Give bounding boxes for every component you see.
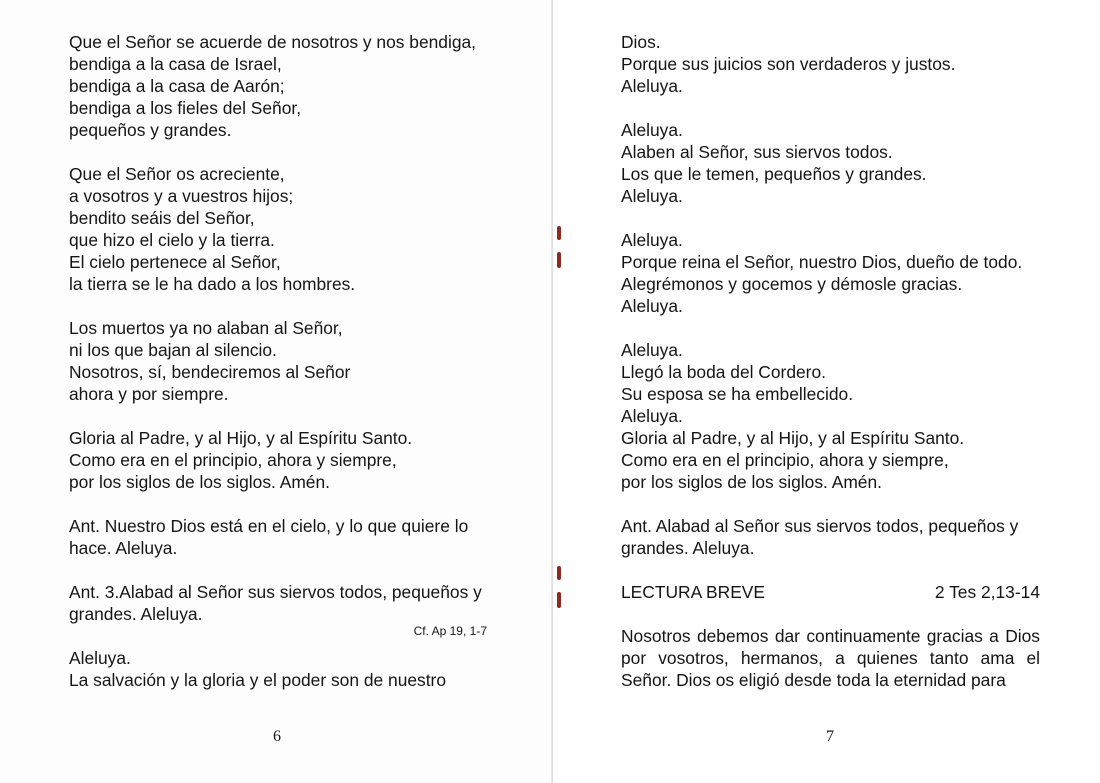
verse-line: Alaben al Señor, sus siervos todos.: [621, 142, 893, 162]
reading-heading: [621, 581, 1040, 603]
stanza: [621, 339, 1040, 493]
verse-line: Aleluya.: [621, 296, 683, 316]
reading-title: LECTURA BREVE: [621, 582, 765, 602]
left-page-text: [69, 31, 489, 691]
verse-line: Su esposa se ha embellecido.: [621, 384, 854, 404]
verse-line: La salvación y la gloria y el poder son de nuestro: [69, 670, 447, 690]
antiphon: [69, 581, 489, 625]
verse-line: Alegrémonos y gocemos y démosle gracias.: [621, 274, 963, 294]
verse-line: bendiga a la casa de Aarón;: [69, 76, 285, 96]
right-page-text: [621, 31, 1040, 691]
verse-line: Nosotros, sí, bendeciremos al Señor: [69, 362, 351, 382]
verse-line: Aleluya.: [69, 648, 131, 668]
verse-line: Dios.: [621, 32, 661, 52]
verse-line: pequeños y grandes.: [69, 120, 232, 140]
stanza: [69, 163, 489, 295]
verse-line: que hizo el cielo y la tierra.: [69, 230, 275, 250]
verse-line: a vosotros y a vuestros hijos;: [69, 186, 294, 206]
verse-line: Aleluya.: [621, 120, 683, 140]
stanza: [621, 31, 1040, 97]
binding-stitch: [557, 566, 561, 580]
antiphon-text: Ant. Alabad al Señor sus siervos todos, pequeños y grandes. Aleluya.: [621, 516, 1019, 558]
verse-line: Aleluya.: [621, 230, 683, 250]
verse-line: bendito seáis del Señor,: [69, 208, 255, 228]
antiphon-text: Ant. 3.Alabad al Señor sus siervos todos, pequeños y grandes. Aleluya.: [69, 582, 482, 624]
verse-line: El cielo pertenece al Señor,: [69, 252, 281, 272]
verse-line: Como era en el principio, ahora y siempre,: [621, 450, 949, 470]
binding-stitch: [557, 252, 561, 268]
verse-line: Gloria al Padre, y al Hijo, y al Espíritu Santo.: [621, 428, 965, 448]
reading-reference: 2 Tes 2,13-14: [934, 582, 1040, 602]
verse-line: ahora y por siempre.: [69, 384, 229, 404]
verse-line: bendiga a los fieles del Señor,: [69, 98, 302, 118]
verse-line: Aleluya.: [621, 76, 683, 96]
verse-line: Aleluya.: [621, 340, 683, 360]
binding-stitch: [557, 592, 561, 608]
page-number-right: 7: [826, 728, 834, 745]
stanza: [621, 119, 1040, 207]
verse-line: Porque reina el Señor, nuestro Dios, dueño de todo.: [621, 252, 1023, 272]
stanza: [621, 229, 1040, 317]
antiphon: [69, 515, 489, 559]
verse-line: Como era en el principio, ahora y siempre,: [69, 450, 397, 470]
verse-line: Los que le temen, pequeños y grandes.: [621, 164, 927, 184]
verse-line: Que el Señor se acuerde de nosotros y nos bendiga,: [69, 32, 477, 52]
binding-stitch: [557, 226, 561, 240]
verse-line: Aleluya.: [621, 186, 683, 206]
verse-line: Los muertos ya no alaban al Señor,: [69, 318, 343, 338]
verse-line: por los siglos de los siglos. Amén.: [69, 472, 330, 492]
verse-line: bendiga a la casa de Israel,: [69, 54, 282, 74]
antiphon-text: Ant. Nuestro Dios está en el cielo, y lo que quiere lo hace. Aleluya.: [69, 516, 469, 558]
verse-line: Que el Señor os acreciente,: [69, 164, 285, 184]
canticle-start: [69, 647, 489, 691]
verse-line: Porque sus juicios son verdaderos y justos.: [621, 54, 956, 74]
verse-line: ni los que bajan al silencio.: [69, 340, 277, 360]
stanza: [69, 31, 489, 141]
stanza: [69, 427, 489, 493]
verse-line: Aleluya.: [621, 406, 683, 426]
book-spine: [551, 0, 553, 783]
verse-line: Llegó la boda del Cordero.: [621, 362, 826, 382]
antiphon: [621, 515, 1040, 559]
stanza: [69, 317, 489, 405]
page-number-left: 6: [273, 728, 281, 745]
citation: Cf. Ap 19, 1-7: [413, 624, 487, 638]
verse-line: la tierra se le ha dado a los hombres.: [69, 274, 356, 294]
verse-line: por los siglos de los siglos. Amén.: [621, 472, 882, 492]
verse-line: Gloria al Padre, y al Hijo, y al Espíritu Santo.: [69, 428, 413, 448]
reading-text: Nosotros debemos dar continuamente gracias a Dios por vosotros, hermanos, a quienes tanto ama el Señor. Dios os eligió desde toda la eternidad para: [621, 626, 1040, 690]
